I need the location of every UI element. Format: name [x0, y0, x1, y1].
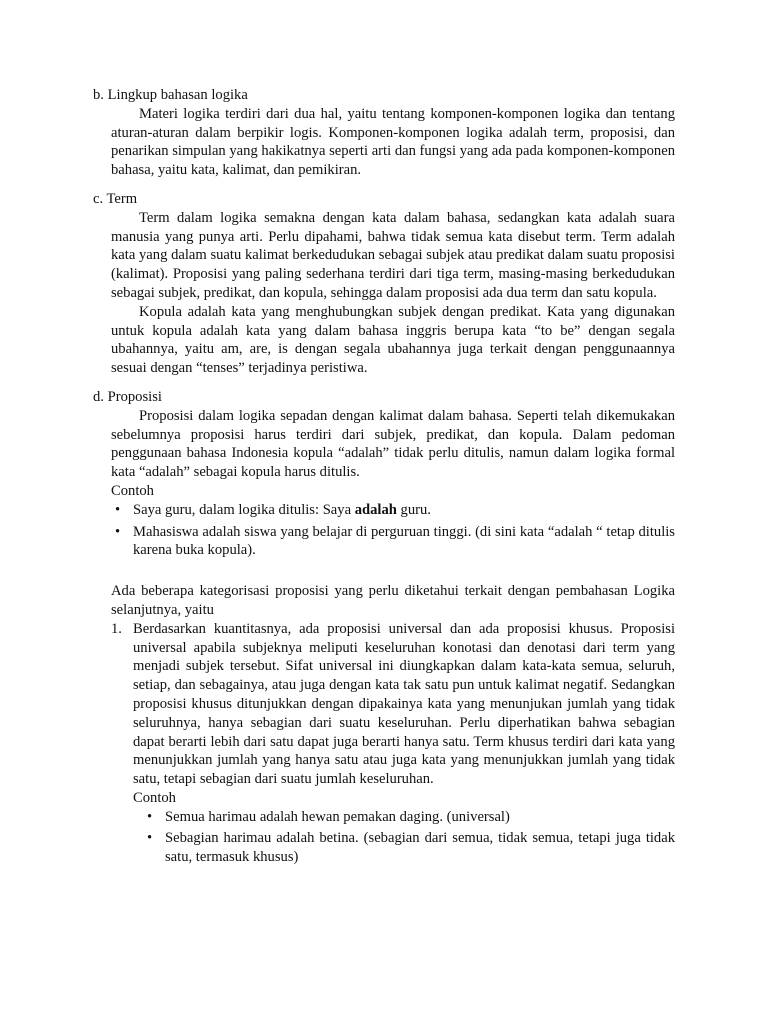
- paragraph: Materi logika terdiri dari dua hal, yaitu tentang komponen-komponen logika dan tentang aturan-aturan dalam berpikir logis. Komponen-komponen logika adalah term, proposisi, dan penarikan simpulan yang hakikatnya seperti arti dan fungsi yang ada pada komponen-komponen bahasa, yaitu kata, kalimat, dan pemikiran.: [111, 105, 675, 179]
- example-text: Sebagian harimau adalah betina. (sebagian dari semua, tidak semua, tetapi juga tidak satu, termasuk khusus): [165, 830, 675, 866]
- paragraph: Kopula adalah kata yang menghubungkan subjek dengan predikat. Kata yang digunakan untuk kopula adalah kata yang dalam bahasa inggris berupa kata “to be” dengan segala ubahannya, yaitu am, are, is dengan segala ubahannya juga terkait dengan penggunaannya sesuai dengan “tenses” terjadinya peristiwa.: [111, 303, 675, 377]
- list-item: [93, 523, 675, 561]
- list-item-text: Berdasarkan kuantitasnya, ada proposisi universal dan ada proposisi khusus. Proposisi universal apabila subjeknya meliputi keseluruhan konotasi dan denotasi dari term yang menjadi subjek tersebut. Sifat universal ini diungkapkan dalam kata-kata semua, seluruh, setiap, dan sebagainya, atau juga dengan kata tak satu pun untuk kalimat negatif. Sedangkan proposisi khusus ditunjukkan dengan dipakainya kata yang menunjukan jumlah yang tidak seluruhnya, hanya sebagian dari suatu keseluruhan. Perlu diperhatikan bahwa sebagian dapat berarti lebih dari satu dapat juga berarti hanya satu. Term khusus terdiri dari kata yang menunjukkan jumlah yang hanya satu atau juga kata yang menunjukkan jumlah yang tidak satu, tetapi sebagian dari suatu jumlah keseluruhan.: [133, 620, 675, 788]
- section-heading-b: b. Lingkup bahasan logika: [93, 87, 248, 103]
- list-item: [133, 808, 675, 827]
- paragraph: Term dalam logika semakna dengan kata dalam bahasa, sedangkan kata adalah suara manusia yang punya arti. Perlu dipahami, bahwa tidak semua kata disebut term. Term adalah kata yang dalam suatu kalimat berkedudukan sebagai subjek atau predikat dalam suatu proposisi (kalimat). Proposisi yang paling sederhana terdiri dari tiga term, masing-masing berkedudukan sebagai subjek, predikat, dan kopula, sehingga dalam proposisi ada dua term dan satu kopula.: [111, 209, 675, 301]
- example-label: Contoh: [111, 482, 154, 499]
- example-text: Mahasiswa adalah siswa yang belajar di perguruan tinggi. (di sini kata “adalah “ tetap ditulis karena buka kopula).: [133, 523, 675, 559]
- paragraph: Proposisi dalam logika sepadan dengan kalimat dalam bahasa. Seperti telah dikemukakan sebelumnya proposisi harus terdiri dari subjek, predikat, dan kopula. Dalam pedoman penggunaan bahasa Indonesia kopula “adalah” tidak perlu ditulis, namun dalam logika formal kata “adalah” sebagai kopula harus ditulis.: [111, 407, 675, 481]
- example-label: Contoh: [133, 789, 176, 806]
- example-bold-text: adalah: [354, 501, 397, 518]
- section-lingkup-bahasan: [93, 86, 675, 180]
- bullet-icon: •: [115, 501, 121, 518]
- categorization-intro: Ada beberapa kategorisasi proposisi yang perlu diketahui terkait dengan pembahasan Logika selanjutnya, yaitu: [111, 583, 675, 618]
- example-text: Semua harimau adalah hewan pemakan daging. (universal): [165, 808, 510, 825]
- list-item: [93, 501, 675, 520]
- list-number: 1.: [111, 620, 122, 637]
- section-term: [93, 190, 675, 378]
- section-heading-c: c. Term: [93, 190, 138, 207]
- bullet-icon: •: [147, 830, 153, 847]
- document-body: [93, 86, 675, 877]
- list-item: [93, 620, 675, 867]
- bullet-icon: •: [147, 808, 153, 825]
- section-heading-d: d. Proposisi: [93, 388, 162, 405]
- example-text: guru.: [396, 501, 431, 518]
- section-proposisi: [93, 388, 675, 867]
- bullet-icon: •: [115, 523, 121, 540]
- list-item: [133, 829, 675, 867]
- example-list: [93, 501, 675, 560]
- example-list: [133, 808, 675, 867]
- numbered-list: [93, 620, 675, 867]
- example-text: Saya guru, dalam logika ditulis: Saya: [133, 501, 355, 518]
